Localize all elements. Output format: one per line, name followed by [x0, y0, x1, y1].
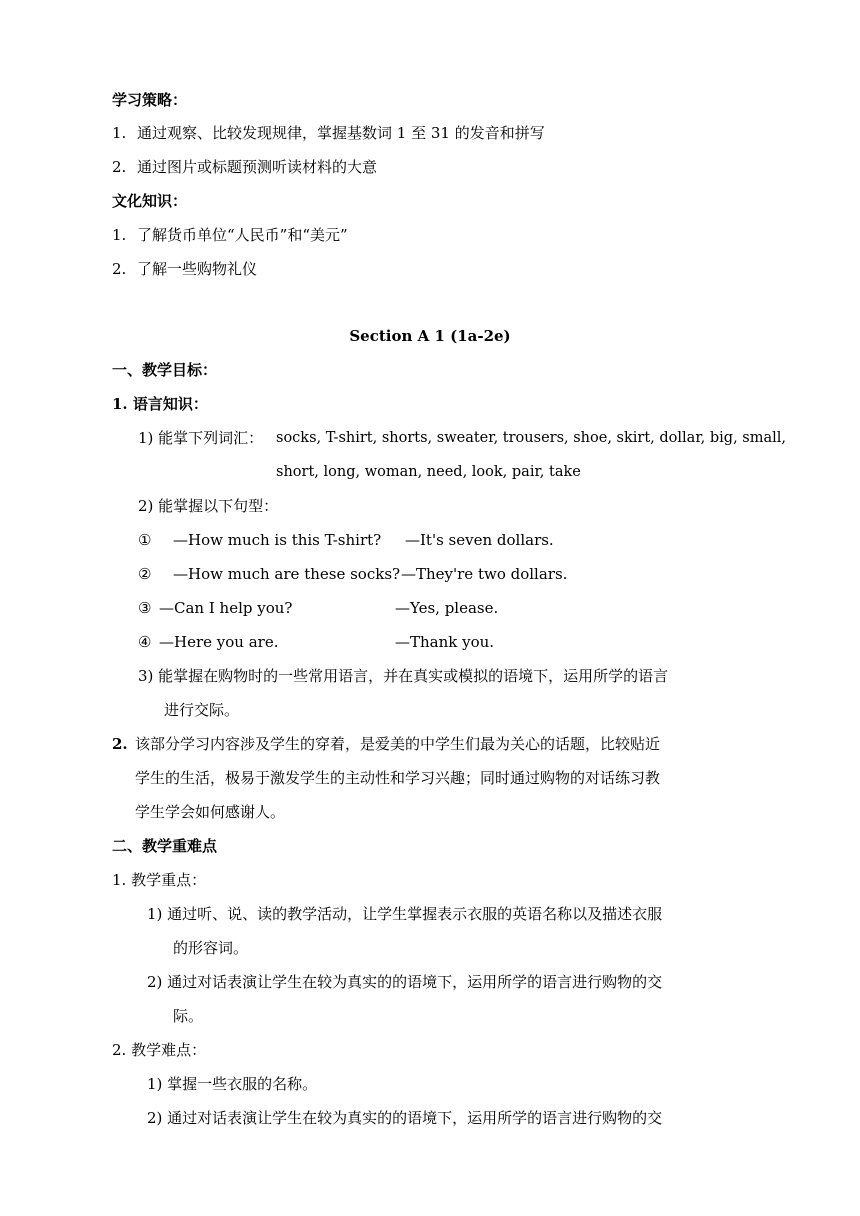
culture-item-1: [112, 225, 348, 245]
keypoints-heading: 二、教学重难点: [112, 837, 218, 855]
list-number: 2.: [112, 260, 127, 278]
pattern-2-mark: ②: [138, 565, 152, 583]
goals-item-2-line-1: 该部分学习内容涉及学生的穿着，是爱美的中学生们最为关心的话题，比较贴近: [135, 735, 661, 753]
vocab-label: 1) 能掌下列词汇：: [138, 429, 264, 447]
list-text: 通过观察、比较发现规律，掌握基数词 1 至 31 的发音和拼写: [137, 124, 545, 142]
focus-label: 1. 教学重点：: [112, 871, 207, 889]
pattern-1-question: —How much is this T-shirt?: [173, 531, 382, 549]
language-knowledge-heading: 1. 语言知识：: [112, 395, 208, 413]
pattern-3-question: —Can I help you?: [159, 599, 293, 617]
difficulty-label: 2. 教学难点：: [112, 1041, 207, 1059]
lang-item-3-line-1: 3) 能掌握在购物时的一些常用语言，并在真实或模拟的语境下，运用所学的语言: [138, 667, 669, 685]
pattern-4-mark: ④: [138, 633, 152, 651]
lang-item-3-line-2: 进行交际。: [164, 701, 240, 719]
section-title: Section A 1 (1a-2e): [349, 327, 511, 345]
pattern-4-answer: —Thank you.: [395, 633, 495, 651]
list-text: 了解一些购物礼仪: [137, 260, 258, 278]
focus-item-2-line-1: 2) 通过对话表演让学生在较为真实的的语境下，运用所学的语言进行购物的交: [147, 973, 663, 991]
pattern-2-answer: —They're two dollars.: [401, 565, 568, 583]
pattern-2-question: —How much are these socks?: [173, 565, 401, 583]
pattern-3-mark: ③: [138, 599, 152, 617]
culture-heading: 文化知识：: [112, 192, 188, 210]
pattern-4-question: —Here you are.: [159, 633, 279, 651]
list-number: 1.: [112, 124, 127, 142]
pattern-3-answer: —Yes, please.: [395, 599, 499, 617]
pattern-1-mark: ①: [138, 531, 152, 549]
culture-item-2: [112, 259, 257, 279]
strategy-item-2: [112, 157, 377, 177]
goals-item-2-line-2: 学生的生活，极易于激发学生的主动性和学习兴趣；同时通过购物的对话练习教: [135, 769, 661, 787]
focus-item-2-line-2: 际。: [173, 1007, 204, 1025]
strategy-item-1: [112, 123, 545, 143]
difficulty-item-2: 2) 通过对话表演让学生在较为真实的的语境下，运用所学的语言进行购物的交: [147, 1109, 663, 1127]
goals-item-2-line-3: 学生学会如何感谢人。: [135, 803, 286, 821]
list-number: 1.: [112, 226, 127, 244]
pattern-1-answer: —It's seven dollars.: [405, 531, 554, 549]
vocab-line-2: short, long, woman, need, look, pair, take: [276, 464, 581, 480]
goals-heading: 一、教学目标：: [112, 361, 218, 379]
vocab-line-1: socks, T-shirt, shorts, sweater, trousers, shoe, skirt, dollar, big, small,: [276, 430, 787, 446]
patterns-label: 2) 能掌握以下句型：: [138, 497, 279, 515]
list-text: 通过图片或标题预测听读材料的大意: [137, 158, 378, 176]
difficulty-item-1: 1) 掌握一些衣服的名称。: [147, 1075, 318, 1093]
focus-item-1-line-1: 1) 通过听、说、读的教学活动，让学生掌握表示衣服的英语名称以及描述衣服: [147, 905, 663, 923]
list-text: 了解货币单位“人民币”和“美元”: [137, 226, 348, 244]
goals-item-2-number: 2.: [112, 735, 128, 753]
strategy-heading: 学习策略：: [112, 91, 188, 109]
list-number: 2.: [112, 158, 127, 176]
focus-item-1-line-2: 的形容词。: [173, 939, 249, 957]
